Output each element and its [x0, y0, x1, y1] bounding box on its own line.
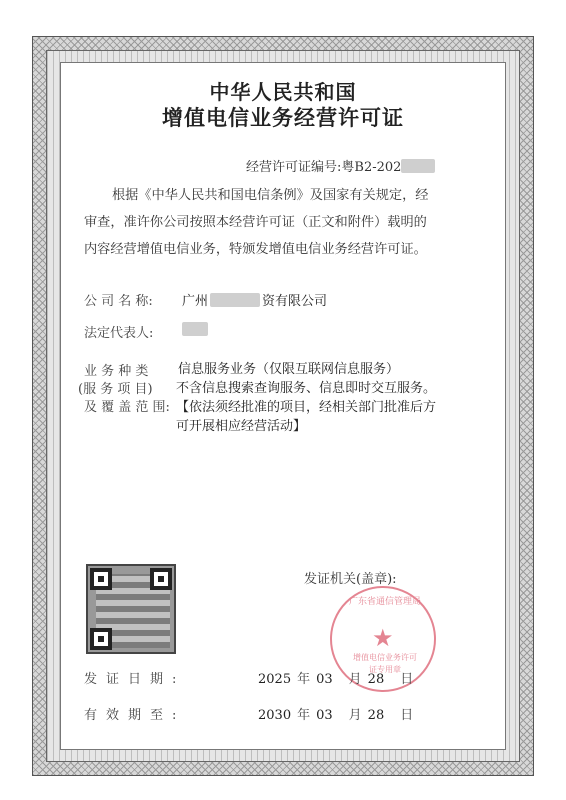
- issue-month: 03: [316, 672, 333, 687]
- expiry-date-label: 有效期至:: [84, 708, 186, 723]
- scope-line: 可开展相应经营活动】: [176, 419, 307, 434]
- star-icon: ★: [372, 624, 394, 652]
- company-name: [182, 290, 327, 309]
- seal-text-bottom: 证专用章: [369, 665, 401, 674]
- redacted-block: [210, 293, 260, 307]
- qr-finder-pattern: [90, 568, 112, 590]
- qr-finder-pattern: [150, 568, 172, 590]
- permit-number-value: 粤B2-202: [341, 160, 402, 175]
- seal-text-mid: 增值电信业务许可: [353, 653, 417, 662]
- scope-line: 【依法须经批准的项目，经相关部门批准后方: [176, 400, 437, 415]
- permit-number-label: 经营许可证编号:: [246, 160, 342, 175]
- expiry-year: 2030: [258, 708, 292, 723]
- paragraph-line: 审查，准许你公司按照本经营许可证（正文和附件）载明的: [84, 215, 427, 230]
- day-unit: 日: [400, 672, 414, 687]
- paragraph-line: 根据《中华人民共和国电信条例》及国家有关规定，经: [112, 188, 429, 203]
- qr-finder-pattern: [90, 628, 112, 650]
- expiry-month: 03: [316, 708, 333, 723]
- certificate-paragraph: [84, 182, 498, 263]
- redacted-block: [182, 322, 208, 336]
- scope-label-2: (服 务 项 目): [78, 382, 153, 397]
- month-unit: 月: [348, 672, 362, 687]
- company-name-suffix: 资有限公司: [262, 294, 328, 309]
- day-unit: 日: [400, 708, 414, 723]
- title-line-1: 中华人民共和国: [209, 80, 357, 104]
- company-name-prefix: 广州: [182, 294, 209, 309]
- company-label: 公 司 名 称:: [84, 294, 153, 309]
- issue-year: 2025: [258, 672, 292, 687]
- issue-day: 28: [367, 672, 385, 687]
- month-unit: 月: [348, 708, 362, 723]
- expiry-date: [258, 704, 413, 723]
- expiry-day: 28: [367, 708, 385, 723]
- year-unit: 年: [297, 708, 311, 723]
- qr-code: [86, 564, 176, 654]
- legal-rep-value: [182, 322, 208, 336]
- issuer-label: 发证机关(盖章):: [304, 572, 397, 587]
- title-line-2: 增值电信业务经营许可证: [162, 106, 404, 130]
- permit-number: [246, 156, 435, 175]
- issue-date-label: 发证日期:: [84, 672, 186, 687]
- scope-label-3: 及 覆 盖 范 围:: [84, 400, 170, 415]
- issue-date: [258, 668, 413, 687]
- redacted-block: [401, 159, 435, 173]
- scope-line: 不含信息搜索查询服务、信息即时交互服务。: [176, 381, 437, 396]
- seal-text-top: 广东省通信管理局: [348, 597, 421, 607]
- scope-label-1: 业 务 种 类: [84, 364, 149, 379]
- scope-line: 信息服务业务（仅限互联网信息服务）: [178, 362, 400, 377]
- paragraph-line: 内容经营增值电信业务，特颁发增值电信业务经营许可证。: [84, 242, 427, 257]
- year-unit: 年: [297, 672, 311, 687]
- legal-rep-label: 法定代表人:: [84, 326, 154, 341]
